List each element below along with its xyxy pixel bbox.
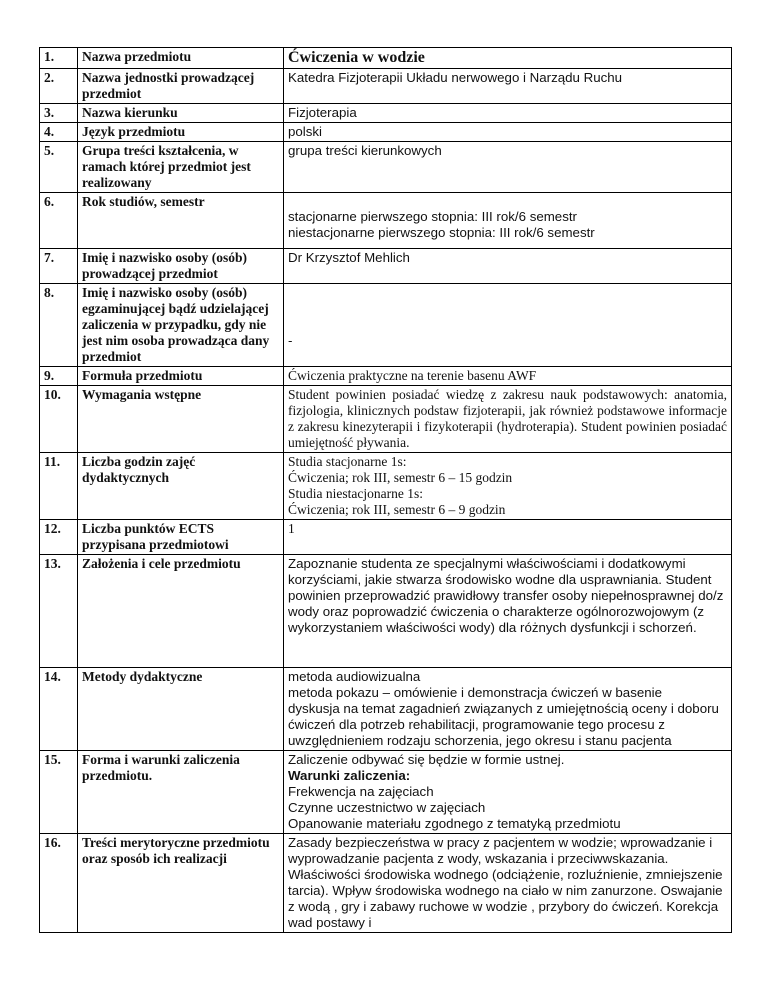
row-value: grupa treści kierunkowych: [284, 142, 732, 193]
table-row: [40, 834, 732, 933]
row-number: 1.: [40, 48, 78, 69]
row-label: Forma i warunki zaliczenia przedmiotu.: [78, 751, 284, 834]
table-row: [40, 555, 732, 668]
value-line: metoda pokazu – omówienie i demonstracja ćwiczeń w basenie: [288, 685, 662, 700]
row-label: Wymagania wstępne: [78, 386, 284, 453]
table-row: [40, 751, 732, 834]
row-label: Grupa treści kształcenia, w ramach której przedmiot jest realizowany: [78, 142, 284, 193]
value-line: Studia stacjonarne 1s:: [288, 454, 407, 469]
row-label: Język przedmiotu: [78, 123, 284, 142]
row-value: -: [284, 284, 732, 367]
row-label: Liczba punktów ECTS przypisana przedmiotowi: [78, 520, 284, 555]
row-number: 15.: [40, 751, 78, 834]
row-number: 11.: [40, 453, 78, 520]
row-number: 4.: [40, 123, 78, 142]
value-line: stacjonarne pierwszego stopnia: III rok/6 semestr: [288, 209, 577, 224]
row-value: 1: [284, 520, 732, 555]
table-row: [40, 668, 732, 751]
value-line: metoda audiowizualna: [288, 669, 421, 684]
table-row: [40, 453, 732, 520]
value-line: Czynne uczestnictwo w zajęciach: [288, 800, 486, 815]
row-value: polski: [284, 123, 732, 142]
row-number: 16.: [40, 834, 78, 933]
row-number: 3.: [40, 104, 78, 123]
value-line: niestacjonarne pierwszego stopnia: III rok/6 semestr: [288, 225, 595, 240]
row-value: Student powinien posiadać wiedzę z zakresu nauk podstawowych: anatomia, fizjologia, klinicznych podstaw fizjoterapii, jak również podstawowe informacje z zakresu kinezyterapii i fizykoterapii (hydroterapia). Student powinien posiadać umiejętność pływania.: [284, 386, 732, 453]
row-label: Metody dydaktyczne: [78, 668, 284, 751]
row-value: Zasady bezpieczeństwa w pracy z pacjentem w wodzie; wprowadzanie i wyprowadzanie pacjenta z wody, wskazania i przeciwwskazania. Właściwości środowiska wodnego (odciążenie, rozluźnienie, zmniejszenie tarcia). Wpływ środowiska wodnego na ciało w nim zanurzone. Oswajanie z wodą , gry i zabawy ruchowe w wodzie , przybory do ćwiczeń. Korekcja wad postawy i: [284, 834, 732, 933]
table-row: [40, 104, 732, 123]
row-value: [284, 453, 732, 520]
row-value: Zapoznanie studenta ze specjalnymi właściwościami i dodatkowymi korzyściami, jakie stwarza środowisko wodne dla usprawniania. Student powinien przeprowadzić prawidłowy transfer osoby niepełnosprawnej do/z wody oraz poprowadzić ćwiczenia o charakterze ogólnorozwojowym (z wykorzystaniem właściwości wody) dla różnych dysfunkcji i schorzeń.: [284, 555, 732, 668]
table-row: [40, 123, 732, 142]
table-row: [40, 249, 732, 284]
row-number: 2.: [40, 69, 78, 104]
row-label: Imię i nazwisko osoby (osób) egzaminującej bądź udzielającej zaliczenia w przypadku, gdy nie jest nim osoba prowadząca dany przedmiot: [78, 284, 284, 367]
course-syllabus-page: [39, 47, 732, 933]
row-value: Dr Krzysztof Mehlich: [284, 249, 732, 284]
value-line: Ćwiczenia; rok III, semestr 6 – 15 godzin: [288, 470, 513, 485]
row-label: Założenia i cele przedmiotu: [78, 555, 284, 668]
row-value: [284, 668, 732, 751]
row-label: Formuła przedmiotu: [78, 367, 284, 386]
table-row: [40, 367, 732, 386]
row-value: [284, 751, 732, 834]
row-label: Imię i nazwisko osoby (osób) prowadzącej przedmiot: [78, 249, 284, 284]
row-number: 13.: [40, 555, 78, 668]
table-row: [40, 520, 732, 555]
row-label: Liczba godzin zajęć dydaktycznych: [78, 453, 284, 520]
value-line: Ćwiczenia; rok III, semestr 6 – 9 godzin: [288, 502, 506, 517]
value-line: Zaliczenie odbywać się będzie w formie ustnej.: [288, 752, 565, 767]
row-label: Nazwa przedmiotu: [78, 48, 284, 69]
row-value: [284, 193, 732, 249]
row-label: Treści merytoryczne przedmiotu oraz sposób ich realizacji: [78, 834, 284, 933]
course-title: Ćwiczenia w wodzie: [284, 48, 732, 69]
table-row: [40, 69, 732, 104]
row-label: Nazwa jednostki prowadzącej przedmiot: [78, 69, 284, 104]
row-number: 7.: [40, 249, 78, 284]
value-line: Opanowanie materiału zgodnego z tematyką przedmiotu: [288, 816, 621, 831]
row-number: 9.: [40, 367, 78, 386]
row-number: 10.: [40, 386, 78, 453]
syllabus-table: [39, 47, 732, 933]
value-line: Frekwencja na zajęciach: [288, 784, 434, 799]
table-row: [40, 386, 732, 453]
row-number: 12.: [40, 520, 78, 555]
row-value: Katedra Fizjoterapii Układu nerwowego i Narządu Ruchu: [284, 69, 732, 104]
table-row: [40, 284, 732, 367]
row-number: 14.: [40, 668, 78, 751]
row-number: 8.: [40, 284, 78, 367]
row-number: 5.: [40, 142, 78, 193]
table-row: [40, 142, 732, 193]
value-line: Warunki zaliczenia:: [288, 768, 411, 783]
row-label: Rok studiów, semestr: [78, 193, 284, 249]
row-value: Ćwiczenia praktyczne na terenie basenu AWF: [284, 367, 732, 386]
row-label: Nazwa kierunku: [78, 104, 284, 123]
row-number: 6.: [40, 193, 78, 249]
row-value: Fizjoterapia: [284, 104, 732, 123]
value-line: dyskusja na temat zagadnień związanych z umiejętnością oceny i doboru ćwiczeń dla potrzeb rehabilitacji, programowanie tego procesu z uwzględnieniem rodzaju schorzenia, jego okresu i stanu pacjenta: [288, 701, 719, 748]
value-line: Studia niestacjonarne 1s:: [288, 486, 423, 501]
table-row: [40, 193, 732, 249]
table-row: [40, 48, 732, 69]
